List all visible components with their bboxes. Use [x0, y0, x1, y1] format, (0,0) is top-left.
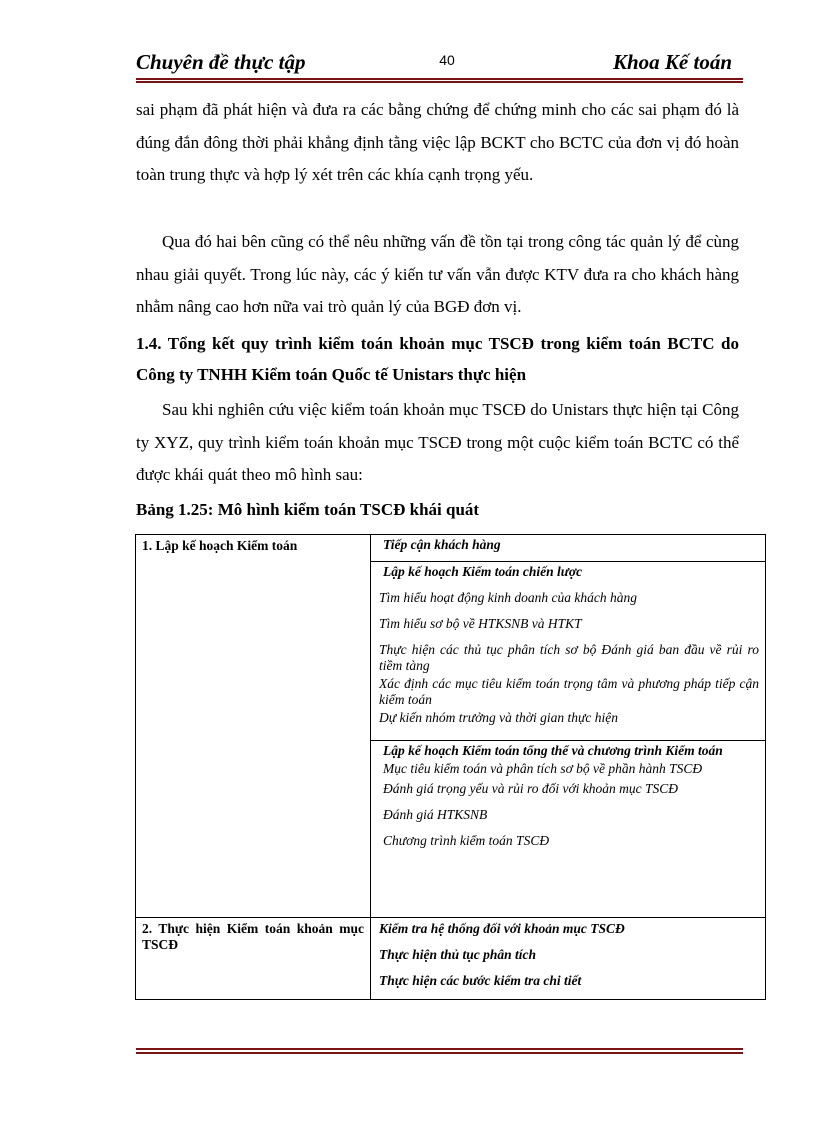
strategic-item: Xác định các mục tiêu kiểm toán trọng tâm và phương pháp tiếp cận kiểm toán — [379, 676, 759, 707]
overall-title: Lập kế hoạch Kiểm toán tổng thể và chương trình Kiểm toán — [383, 743, 723, 758]
audit-model-table — [135, 534, 766, 1000]
phase-1-label: 1. Lập kế hoạch Kiểm toán — [136, 535, 371, 918]
footer-rule — [136, 1048, 743, 1054]
paragraph-1: sai phạm đã phát hiện và đưa ra các bằng chứng để chứng minh cho các sai phạm đó là đúng đắn đông thời phải khẳng định tằng việc lập BCKT cho BCTC của đơn vị đó hoàn toàn trung thực và hợp lý xét trên các khía cạnh trọng yếu. — [136, 100, 739, 184]
strategic-cell — [371, 562, 766, 741]
header-title-right: Khoa Kế toán — [612, 50, 732, 74]
overall-item: Chương trình kiểm toán TSCĐ — [383, 833, 550, 848]
approach-cell — [371, 535, 766, 562]
section-heading: 1.4. Tổng kết quy trình kiểm toán khoản mục TSCĐ trong kiểm toán BCTC do Công ty TNHH Kiểm toán Quốc tế Unistars thực hiện — [136, 334, 739, 384]
phase-2-label — [136, 918, 371, 1000]
phase-2-item: Thực hiện thủ tục phân tích — [379, 947, 537, 962]
strategic-item: Tìm hiểu sơ bộ về HTKSNB và HTKT — [379, 616, 582, 631]
strategic-title: Lập kế hoạch Kiểm toán chiến lược — [383, 564, 583, 579]
strategic-item: Thực hiện các thủ tục phân tích sơ bộ Đánh giá ban đầu về rủi ro tiềm tàng — [379, 642, 759, 673]
approach-title: Tiếp cận khách hàng — [383, 537, 501, 552]
table-row — [136, 918, 766, 1000]
overall-item: Đánh giá HTKSNB — [383, 807, 488, 822]
table-title: Bảng 1.25: Mô hình kiểm toán TSCĐ khái quát — [136, 500, 480, 519]
header-title-left: Chuyên đề thực tập — [136, 50, 306, 74]
paragraph-3: Sau khi nghiên cứu việc kiểm toán khoản mục TSCĐ do Unistars thực hiện tại Công ty XYZ, quy trình kiểm toán khoản mục TSCĐ trong một cuộc kiểm toán BCTC có thể được khái quát theo mô hình sau: — [136, 400, 739, 484]
paragraph-2: Qua đó hai bên cũng có thể nêu những vấn đề tồn tại trong công tác quản lý để cùng nhau giải quyết. Trong lúc này, các ý kiến tư vấn vẫn được KTV đưa ra cho khách hàng nhằm nâng cao hơn nữa vai trò quản lý của BGĐ đơn vị. — [136, 232, 739, 316]
phase-2-item: Thực hiện các bước kiểm tra chi tiết — [379, 973, 582, 988]
phase-2-cell — [371, 918, 766, 1000]
overall-cell — [371, 741, 766, 918]
overall-item: Mục tiêu kiểm toán và phân tích sơ bộ về phần hành TSCĐ — [383, 761, 703, 776]
page-number: 40 — [439, 52, 455, 68]
strategic-item: Dự kiến nhóm trưởng và thời gian thực hiện — [379, 710, 618, 725]
strategic-item: Tìm hiểu hoạt động kinh doanh của khách hàng — [379, 590, 637, 605]
phase-2-item: Kiểm tra hệ thống đối với khoản mục TSCĐ — [379, 921, 625, 936]
table-row — [136, 535, 766, 562]
header-rule — [136, 78, 743, 83]
overall-item: Đánh giá trọng yếu và rủi ro đối với khoản mục TSCĐ — [383, 781, 679, 796]
phase-2-text: 2. Thực hiện Kiểm toán khoản mục TSCĐ — [142, 921, 364, 952]
